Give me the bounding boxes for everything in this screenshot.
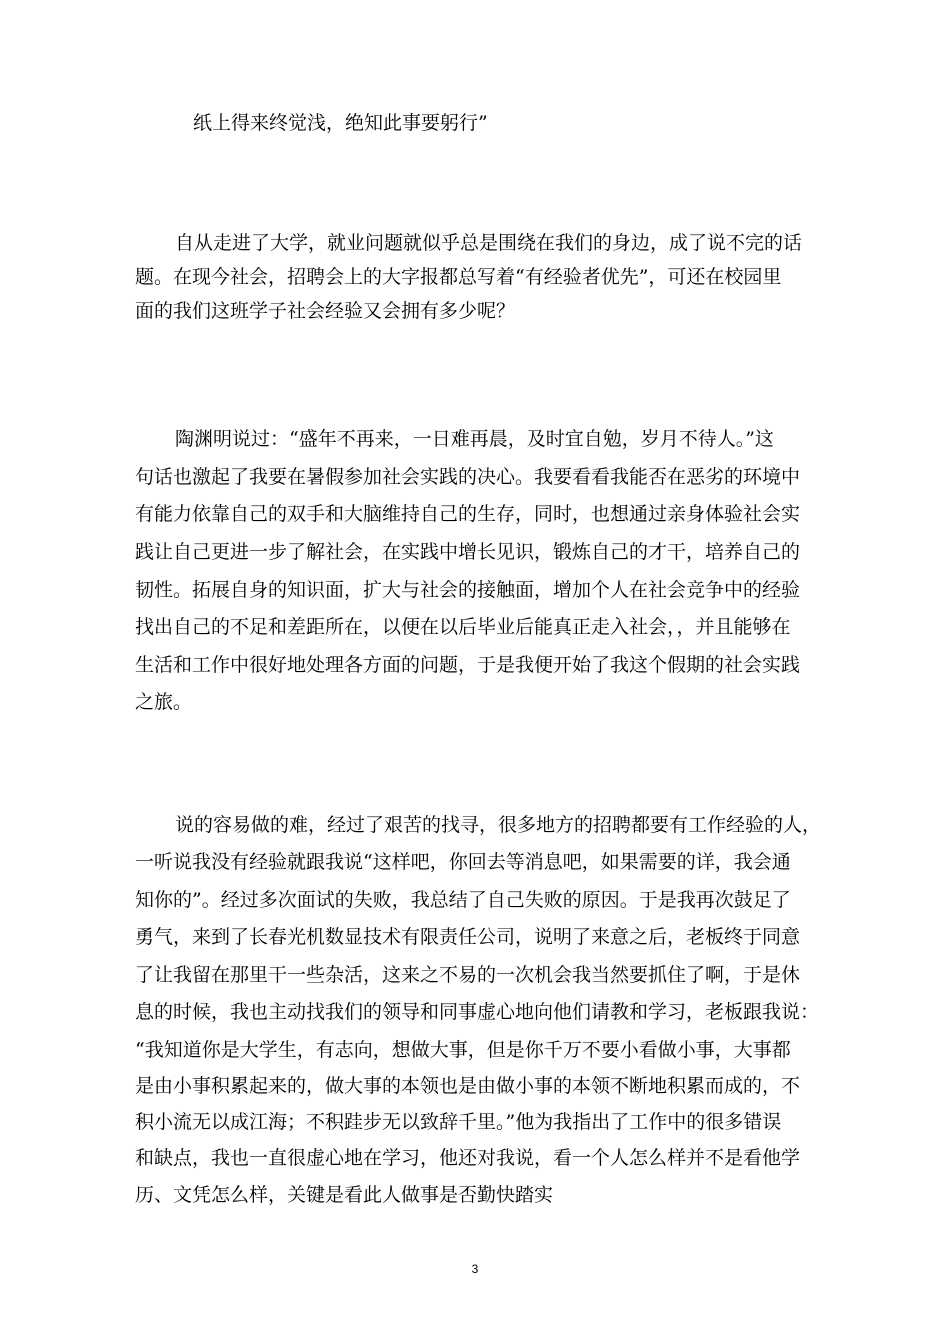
paragraph-line: 找出自己的不足和差距所在，以便在以后毕业后能真正走入社会，，并且能够在 bbox=[135, 616, 791, 638]
paragraph-line: 和缺点，我也一直很虚心地在学习，他还对我说，看一个人怎么样并不是看他学 bbox=[135, 1147, 801, 1169]
paragraph-line: 历、文凭怎么样，关键是看此人做事是否勤快踏实 bbox=[135, 1184, 554, 1206]
paragraph-line: 是由小事积累起来的，做大事的本领也是由做小事的本领不断地积累而成的，不 bbox=[135, 1075, 801, 1097]
paragraph-line: 一听说我没有经验就跟我说“这样吧，你回去等消息吧，如果需要的详，我会通 bbox=[135, 851, 791, 873]
paragraph-line: 自从走进了大学，就业问题就似乎总是围绕在我们的身边，成了说不完的话 bbox=[175, 232, 803, 254]
paragraph-line: 践让自己更进一步了解社会，在实践中增长见识，锻炼自己的才干，培养自己的 bbox=[135, 541, 801, 563]
paragraph-line: 之旅。 bbox=[135, 691, 193, 713]
paragraph-line: 面的我们这班学子社会经验又会拥有多少呢？ bbox=[135, 300, 516, 322]
quote-line: 纸上得来终觉浅，绝知此事要躬行” bbox=[193, 112, 488, 134]
page-number: 3 bbox=[471, 1262, 479, 1276]
paragraph-line: 勇气，来到了长春光机数显技术有限责任公司，说明了来意之后，老板终于同意 bbox=[135, 926, 801, 948]
paragraph-line: 说的容易做的难，经过了艰苦的找寻，很多地方的招聘都要有工作经验的人， bbox=[175, 814, 822, 836]
paragraph-line: 知你的”。经过多次面试的失败，我总结了自己失败的原因。于是我再次鼓足了 bbox=[135, 889, 791, 911]
paragraph-line: 有能力依靠自己的双手和大脑维持自己的生存，同时，也想通过亲身体验社会实 bbox=[135, 503, 801, 525]
paragraph-line: 了让我留在那里干一些杂活，这来之不易的一次机会我当然要抓住了啊，于是休 bbox=[135, 964, 801, 986]
paragraph-line: 息的时候，我也主动找我们的领导和同事虚心地向他们请教和学习，老板跟我说： bbox=[135, 1001, 820, 1023]
paragraph-line: 题。在现今社会，招聘会上的大字报都总写着“有经验者优先”，可还在校园里 bbox=[135, 266, 782, 288]
paragraph-line: 句话也激起了我要在暑假参加社会实践的决心。我要看看我能否在恶劣的环境中 bbox=[135, 466, 801, 488]
paragraph-line: 生活和工作中很好地处理各方面的问题，于是我便开始了我这个假期的社会实践 bbox=[135, 654, 801, 676]
paragraph-line: 陶渊明说过：“盛年不再来，一日难再晨，及时宜自勉，岁月不待人。”这 bbox=[175, 428, 774, 450]
paragraph-line: 积小流无以成江海；不积跬步无以致辞千里。”他为我指出了工作中的很多错误 bbox=[135, 1111, 782, 1133]
paragraph-line: 韧性。拓展自身的知识面，扩大与社会的接触面，增加个人在社会竞争中的经验 bbox=[135, 579, 801, 601]
paragraph-line: “我知道你是大学生，有志向，想做大事，但是你千万不要小看做小事，大事都 bbox=[135, 1039, 791, 1061]
